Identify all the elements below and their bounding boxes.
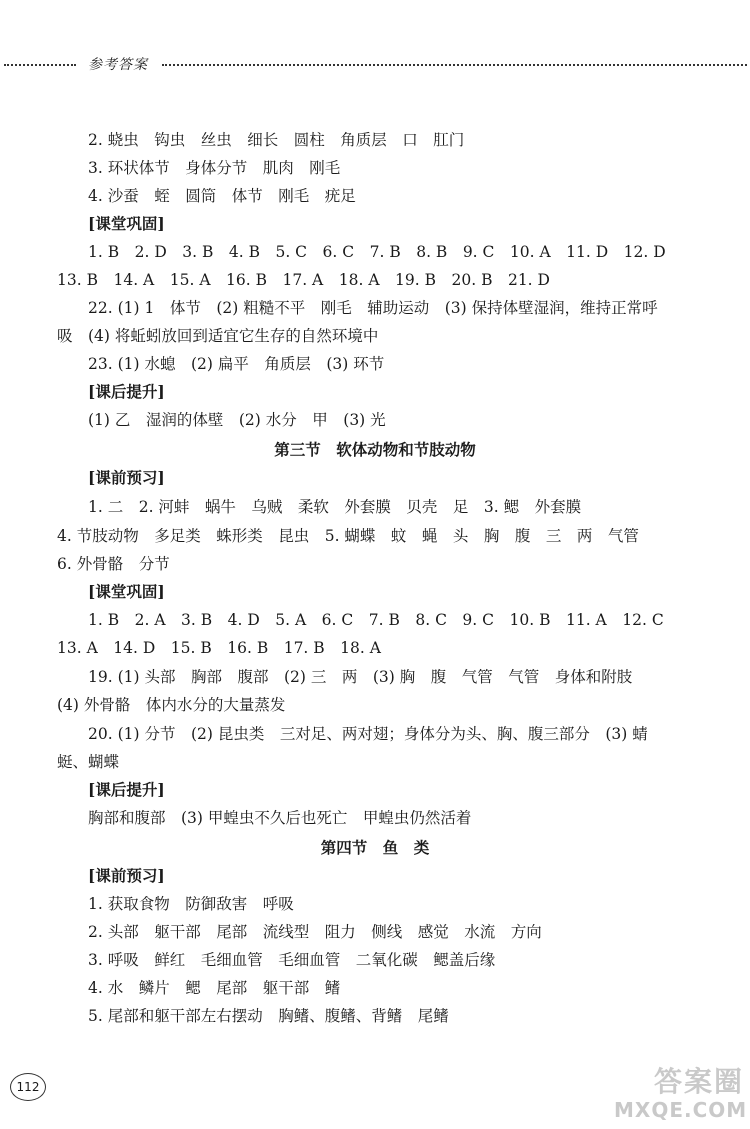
section-label: [课前预习] [88,468,165,487]
section-label: [课后提升] [88,780,165,799]
watermark-logo-top: 答案圈 [653,1065,744,1098]
answer-line: 13. A 14. D 15. B 16. B 17. B 18. A [57,639,381,657]
answer-line: 22. (1) 1 体节 (2) 粗糙不平 刚毛 辅助运动 (3) 保持体壁湿润，维持正常呼 [88,299,658,317]
page-number: 112 [10,1073,46,1101]
section-label: [课堂巩固] [88,214,165,233]
answer-line: 5. 尾部和躯干部左右摆动 胸鳍、腹鳍、背鳍 尾鳍 [88,1007,449,1025]
answer-line: (1) 乙 湿润的体壁 (2) 水分 甲 (3) 光 [88,411,386,429]
section-label: [课后提升] [88,382,165,401]
answer-line: 2. 头部 躯干部 尾部 流线型 阻力 侧线 感觉 水流 方向 [88,923,542,941]
answer-line: (4) 外骨骼 体内水分的大量蒸发 [57,696,286,714]
answer-line: 4. 沙蚕 蛭 圆筒 体节 刚毛 疣足 [88,187,356,205]
answer-line: 1. 获取食物 防御敌害 呼吸 [88,895,294,913]
section-heading: 第四节 鱼 类 [320,838,430,857]
answer-line: 胸部和腹部 (3) 甲蝗虫不久后也死亡 甲蝗虫仍然活着 [88,809,472,827]
answer-line: 4. 节肢动物 多足类 蛛形类 昆虫 5. 蝴蝶 蚊 蝇 头 胸 腹 三 两 气管 [57,527,639,545]
answer-line: 3. 环状体节 身体分节 肌肉 刚毛 [88,159,341,177]
header-title: 参考答案 [88,57,148,73]
answer-line: 4. 水 鳞片 鳃 尾部 躯干部 鳍 [88,979,341,997]
answer-line: 13. B 14. A 15. A 16. B 17. A 18. A 19. B 20. B 21. D [57,271,550,289]
section-heading: 第三节 软体动物和节肢动物 [274,440,476,459]
answer-line: 1. 二 2. 河蚌 蜗牛 乌贼 柔软 外套膜 贝壳 足 3. 鳃 外套膜 [88,498,582,516]
answer-line: 1. B 2. D 3. B 4. B 5. C 6. C 7. B 8. B 9. C 10. A 11. D 12. D [88,243,666,261]
answer-line: 19. (1) 头部 胸部 腹部 (2) 三 两 (3) 胸 腹 气管 气管 身体和附肢 [88,668,633,686]
watermark-logo-bottom: MXQE.COM [614,1098,748,1122]
answer-line: 23. (1) 水螅 (2) 扁平 角质层 (3) 环节 [88,355,385,373]
answer-line: 20. (1) 分节 (2) 昆虫类 三对足、两对翅；身体分为头、胸、腹三部分 (3) 蜻 [88,725,648,743]
answer-line: 6. 外骨骼 分节 [57,555,170,573]
answer-line: 2. 蛲虫 钩虫 丝虫 细长 圆柱 角质层 口 肛门 [88,131,465,149]
header-dotted-rule-right [162,64,747,66]
answer-line: 1. B 2. A 3. B 4. D 5. A 6. C 7. B 8. C 9. C 10. B 11. A 12. C [88,611,664,629]
answer-line: 吸 (4) 将蚯蚓放回到适宜它生存的自然环境中 [57,327,379,345]
watermark-logo [614,1065,748,1126]
header-dotted-rule-left [4,64,76,66]
answer-line: 3. 呼吸 鲜红 毛细血管 毛细血管 二氧化碳 鳃盖后缘 [88,951,496,969]
page-header [0,52,750,78]
section-label: [课前预习] [88,866,165,885]
answer-line: 蜓、蝴蝶 [57,753,120,771]
section-label: [课堂巩固] [88,582,165,601]
